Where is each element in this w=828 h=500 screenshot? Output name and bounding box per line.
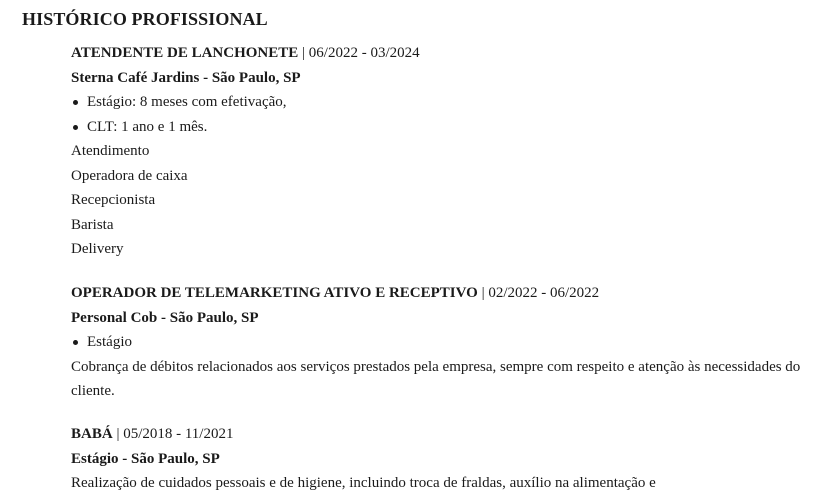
job-line: Atendimento bbox=[71, 143, 150, 159]
job-line: Recepcionista bbox=[71, 192, 156, 208]
job-company: Estágio - São Paulo, SP bbox=[71, 450, 220, 467]
job-separator: | bbox=[302, 45, 306, 61]
job-separator: | bbox=[481, 285, 485, 301]
job-period: 05/2018 - 11/2021 bbox=[123, 426, 234, 442]
job-separator: | bbox=[116, 426, 120, 442]
job-company: Personal Cob - São Paulo, SP bbox=[71, 309, 259, 326]
job-role: BABÁ bbox=[71, 426, 113, 442]
job-header bbox=[71, 281, 811, 306]
job-bullet: CLT: 1 ano e 1 mês. bbox=[71, 115, 811, 140]
job-line: Operadora de caixa bbox=[71, 167, 188, 184]
job-bullet: Estágio: 8 meses com efetivação, bbox=[71, 90, 811, 115]
job-description: Cobrança de débitos relacionados aos serviços prestados pela empresa, sempre com respeito e atenção às necessidades do cliente. bbox=[71, 358, 801, 399]
job-line: Delivery bbox=[71, 241, 124, 257]
job-description: Realização de cuidados pessoais e de higiene, incluindo troca de fraldas, auxílio na alimentação e bbox=[71, 475, 656, 491]
job-company: Sterna Café Jardins - São Paulo, SP bbox=[71, 69, 301, 86]
job-period: 02/2022 - 06/2022 bbox=[488, 285, 600, 301]
job-bullet: Estágio bbox=[71, 330, 811, 355]
section-title: HISTÓRICO PROFISSIONAL bbox=[22, 9, 268, 29]
job-entry-baba bbox=[71, 422, 811, 496]
job-role: ATENDENTE DE LANCHONETE bbox=[71, 45, 299, 61]
job-header bbox=[71, 41, 811, 66]
job-line: Barista bbox=[71, 216, 114, 233]
job-role: OPERADOR DE TELEMARKETING ATIVO E RECEPTIVO bbox=[71, 285, 478, 301]
job-entry-lanchonete bbox=[71, 41, 811, 262]
job-header bbox=[71, 422, 811, 447]
job-entry-telemarketing bbox=[71, 281, 811, 404]
job-period: 06/2022 - 03/2024 bbox=[308, 45, 420, 61]
